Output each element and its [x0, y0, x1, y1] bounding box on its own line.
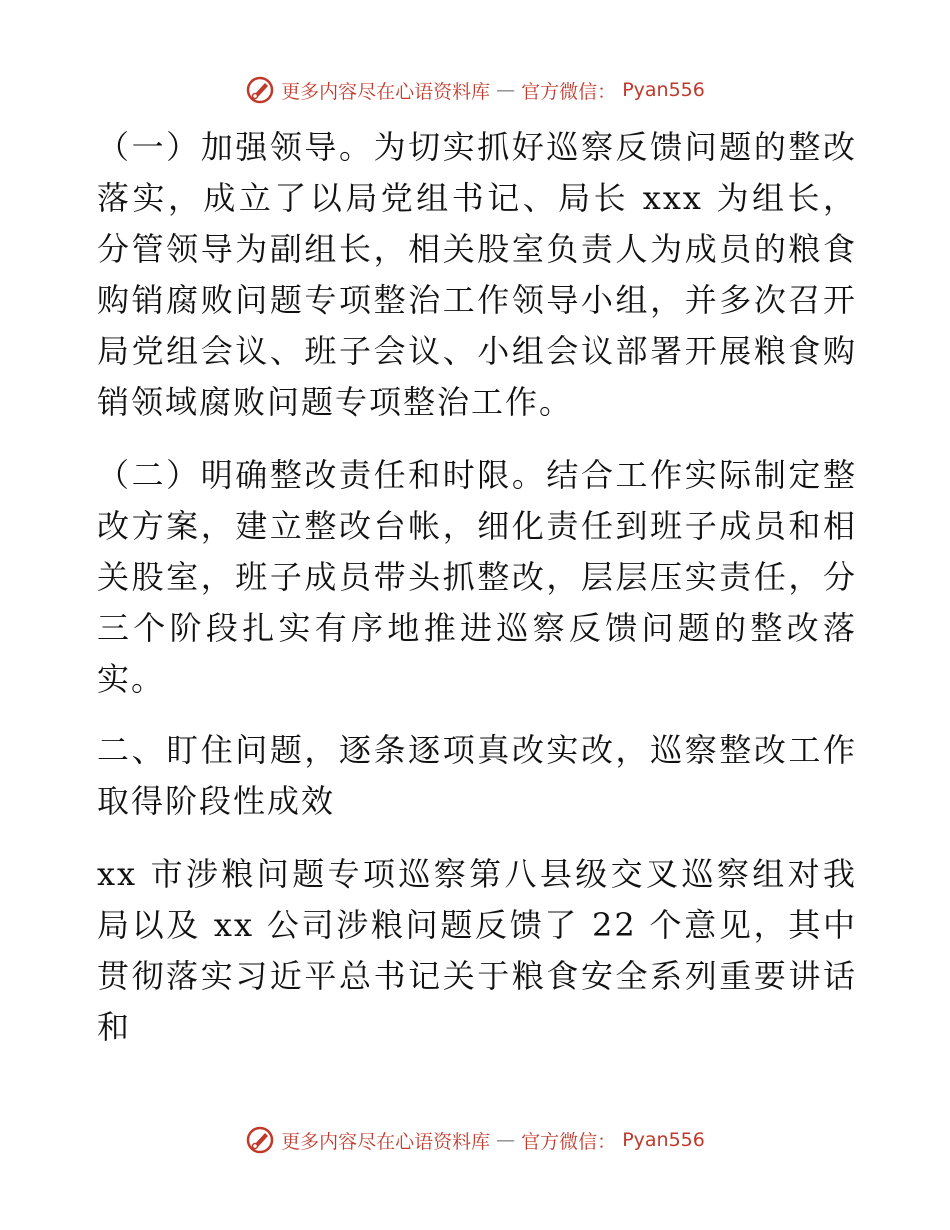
- paragraph-2: （二）明确整改责任和时限。结合工作实际制定整改方案，建立整改台帐，细化责任到班子成员和相关股室，班子成员带头抓整改，层层压实责任，分三个阶段扎实有序地推进巡察反馈问题的整改落实。: [97, 456, 857, 698]
- paragraph-3: xx 市涉粮问题专项巡察第八县级交叉巡察组对我局以及 xx 公司涉粮问题反馈了 22 个意见，其中贯彻落实习近平总书记关于粮食安全系列重要讲话和: [97, 855, 857, 1046]
- watermark-label: 官方微信：: [521, 1130, 617, 1153]
- logo-icon: [245, 1125, 275, 1155]
- document-body: [97, 122, 857, 1053]
- watermark-main-text: 更多内容尽在心语资料库: [281, 80, 491, 103]
- logo-icon: [245, 75, 275, 105]
- watermark-id: Pyan556: [622, 1129, 705, 1151]
- watermark-main-text: 更多内容尽在心语资料库: [281, 1130, 491, 1153]
- watermark-header: [0, 72, 950, 108]
- paragraph-1: （一）加强领导。为切实抓好巡察反馈问题的整改落实，成立了以局党组书记、局长 xxx 为组长，分管领导为副组长，相关股室负责人为成员的粮食购销腐败问题专项整治工作领导小组，并多次召开局党组会议、班子会议、小组会议部署开展粮食购销领域腐败问题专项整治工作。: [97, 128, 857, 421]
- watermark-label: 官方微信：: [521, 80, 617, 103]
- watermark-separator: —: [496, 1129, 516, 1151]
- watermark-id: Pyan556: [622, 79, 705, 101]
- watermark-footer: [0, 1122, 950, 1158]
- section-heading: 二、盯住问题，逐条逐项真改实改，巡察整改工作取得阶段性成效: [97, 731, 857, 820]
- watermark-separator: —: [496, 79, 516, 101]
